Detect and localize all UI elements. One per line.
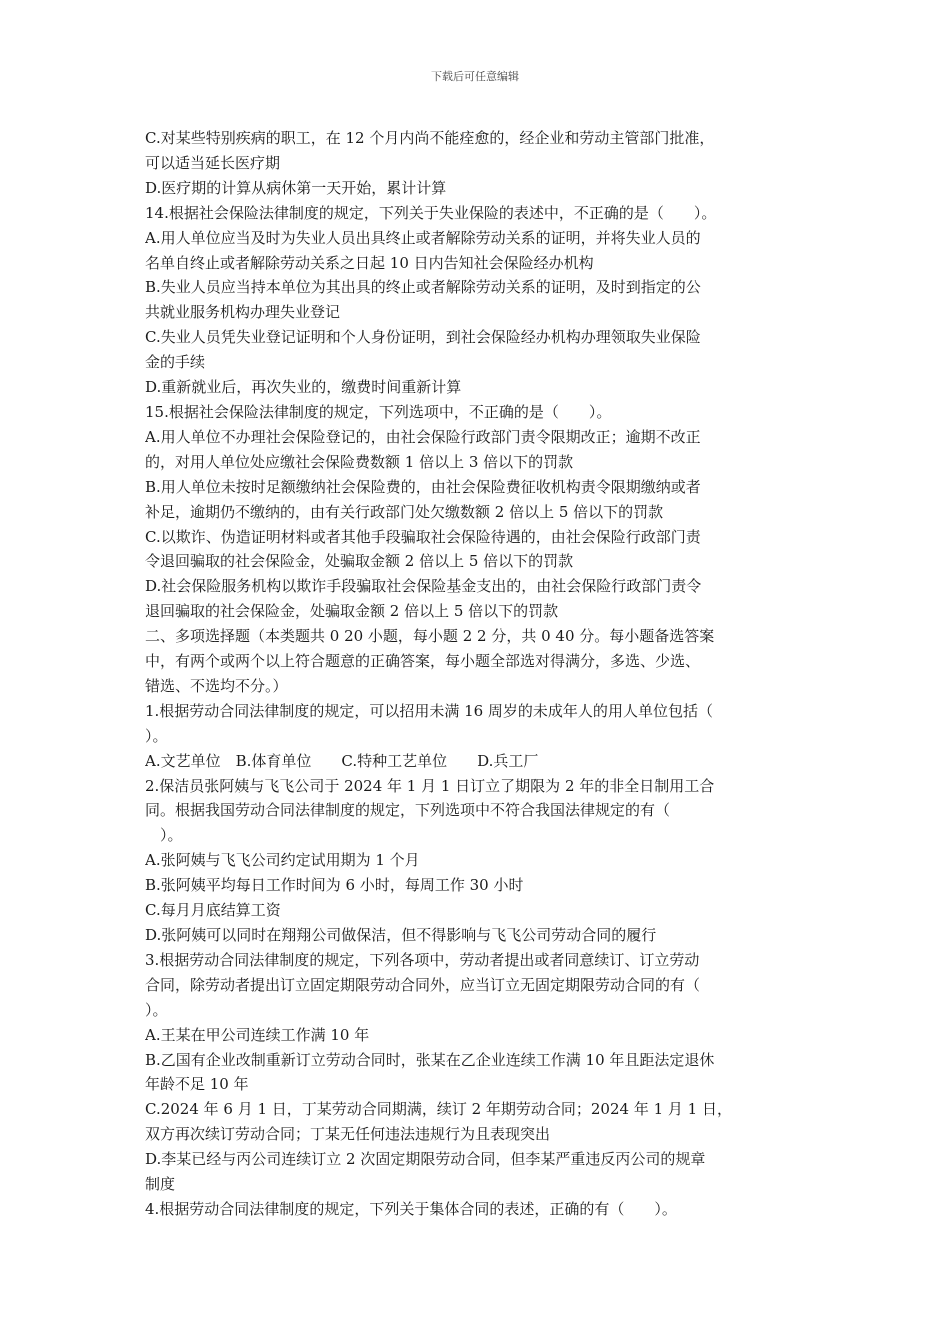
text-line: 名单自终止或者解除劳动关系之日起 10 日内告知社会保险经办机构	[145, 253, 594, 272]
page-header: 下载后可任意编辑	[431, 70, 519, 83]
option-d: D.社会保险服务机构以欺诈手段骗取社会保险基金支出的，由社会保险行政部门责令	[145, 577, 702, 596]
text-line: 退回骗取的社会保险金，处骗取金额 2 倍以上 5 倍以下的罚款	[145, 602, 559, 621]
option-a: A.用人单位应当及时为失业人员出具终止或者解除劳动关系的证明，并将失业人员的	[145, 228, 701, 247]
section-heading: 二、多项选择题（本类题共 0 20 小题，每小题 2 2 分，共 0 40 分。每小题备选答案	[145, 627, 715, 646]
text-line: ）。	[145, 726, 168, 745]
question-15: 15.根据社会保险法律制度的规定，下列选项中，不正确的是（ ）。	[145, 402, 612, 421]
option-c: C.每月月底结算工资	[145, 901, 281, 920]
text-line: 令退回骗取的社会保险金，处骗取金额 2 倍以上 5 倍以下的罚款	[145, 552, 574, 571]
question-4: 4.根据劳动合同法律制度的规定，下列关于集体合同的表述，正确的有（ ）。	[145, 1199, 677, 1218]
text-line: 制度	[145, 1175, 176, 1194]
option-b: B.用人单位未按时足额缴纳社会保险费的，由社会保险费征收机构责令限期缴纳或者	[145, 477, 701, 496]
text-line: 共就业服务机构办理失业登记	[145, 303, 341, 322]
text-line: C.对某些特别疾病的职工，在 12 个月内尚不能痊愈的，经企业和劳动主管部门批准，	[145, 129, 715, 147]
question-2: 2.保洁员张阿姨与飞飞公司于 2024 年 1 月 1 日订立了期限为 2 年的非全日制用工合	[145, 776, 715, 795]
text-line: D.医疗期的计算从病休第一天开始，累计计算	[145, 178, 447, 197]
text-line: 的，对用人单位处应缴社会保险费数额 1 倍以上 3 倍以下的罚款	[145, 452, 574, 471]
option-d: D.重新就业后，再次失业的，缴费时间重新计算	[145, 378, 462, 397]
option-c: C.2024 年 6 月 1 日，丁某劳动合同期满，续订 2 年期劳动合同；2024 年 1 月 1 日，	[145, 1100, 732, 1119]
question-3: 3.根据劳动合同法律制度的规定，下列各项中，劳动者提出或者同意续订、订立劳动	[145, 950, 700, 969]
option-a: A.王某在甲公司连续工作满 10 年	[145, 1025, 370, 1044]
text-line: 合同，除劳动者提出订立固定期限劳动合同外，应当订立无固定期限劳动合同的有（	[145, 975, 701, 994]
options-line: A.文艺单位 B.体育单位 C.特种工艺单位 D.兵工厂	[145, 751, 539, 770]
text-line: 年龄不足 10 年	[145, 1075, 249, 1094]
option-d: D.张阿姨可以同时在翔翔公司做保洁，但不得影响与飞飞公司劳动合同的履行	[145, 926, 657, 944]
text-line: 中，有两个或两个以上符合题意的正确答案，每小题全部选对得满分，多选、少选、	[145, 652, 701, 671]
question-14: 14.根据社会保险法律制度的规定，下列关于失业保险的表述中，不正确的是（ ）。	[145, 203, 717, 222]
text-line: 金的手续	[145, 353, 206, 372]
option-b: B.乙国有企业改制重新订立劳动合同时，张某在乙企业连续工作满 10 年且距法定退休	[145, 1050, 715, 1069]
document-body	[145, 126, 810, 1222]
text-line: ）。	[145, 826, 183, 845]
text-line: 双方再次续订劳动合同；丁某无任何违法违规行为且表现突出	[145, 1125, 551, 1144]
text-line: 同。根据我国劳动合同法律制度的规定，下列选项中不符合我国法律规定的有（	[145, 801, 671, 820]
option-c: C.以欺诈、伪造证明材料或者其他手段骗取社会保险待遇的，由社会保险行政部门责	[145, 527, 701, 546]
option-c: C.失业人员凭失业登记证明和个人身份证明，到社会保险经办机构办理领取失业保险	[145, 328, 701, 347]
option-b: B.失业人员应当持本单位为其出具的终止或者解除劳动关系的证明，及时到指定的公	[145, 278, 701, 297]
option-a: A.张阿姨与飞飞公司约定试用期为 1 个月	[145, 851, 420, 870]
text-line: 补足，逾期仍不缴纳的，由有关行政部门处欠缴数额 2 倍以上 5 倍以下的罚款	[145, 502, 664, 521]
text-line: 可以适当延长医疗期	[145, 153, 281, 172]
option-a: A.用人单位不办理社会保险登记的，由社会保险行政部门责令限期改正；逾期不改正	[145, 427, 701, 446]
text-line: ）。	[145, 1000, 168, 1019]
option-d: D.李某已经与丙公司连续订立 2 次固定期限劳动合同，但李某严重违反丙公司的规章	[145, 1150, 706, 1169]
question-1: 1.根据劳动合同法律制度的规定，可以招用未满 16 周岁的未成年人的用人单位包括（	[145, 701, 713, 720]
text-line: 错选、不选均不分。）	[145, 676, 288, 695]
option-b: B.张阿姨平均每日工作时间为 6 小时，每周工作 30 小时	[145, 876, 524, 895]
